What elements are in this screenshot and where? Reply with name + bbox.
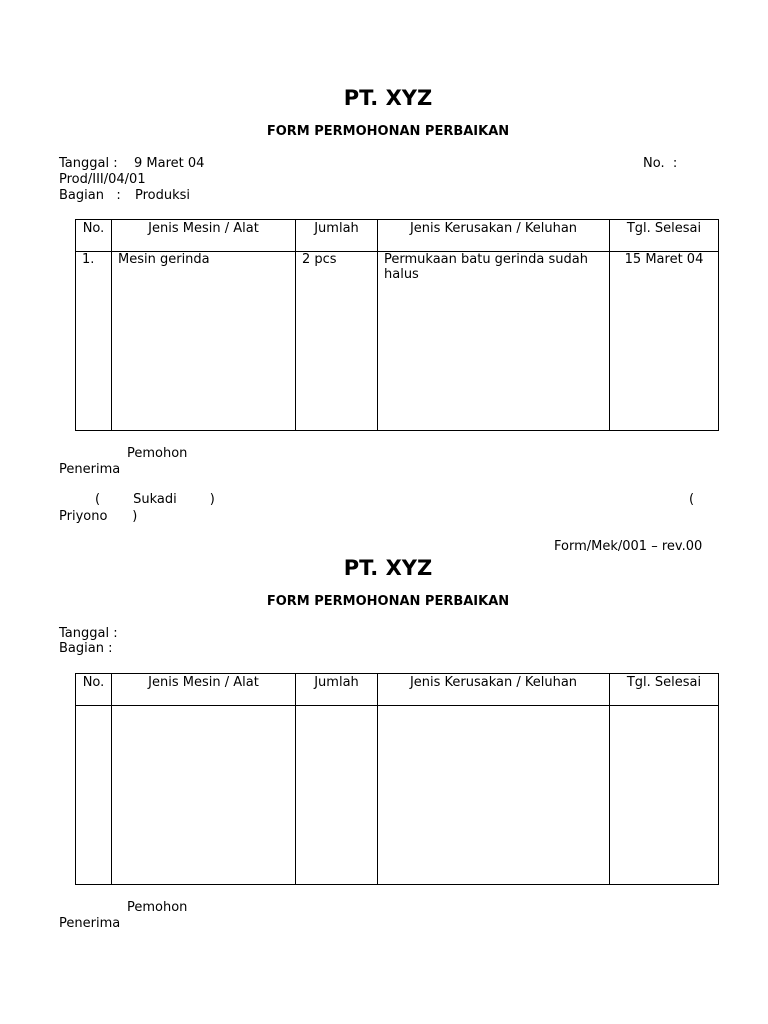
cell-tgl-selesai xyxy=(610,706,719,885)
col-header-kerusakan: Jenis Kerusakan / Keluhan xyxy=(378,220,610,252)
tanggal-label: Tanggal : xyxy=(59,156,118,171)
no-value: Prod/III/04/01 xyxy=(59,172,146,187)
form-code: Form/Mek/001 – rev.00 xyxy=(554,539,703,554)
col-header-mesin: Jenis Mesin / Alat xyxy=(112,674,296,706)
tanggal-label-2: Tanggal : xyxy=(59,626,118,641)
col-header-tgl-selesai: Tgl. Selesai xyxy=(610,220,719,252)
col-header-no: No. xyxy=(76,220,112,252)
no-label: No. : xyxy=(643,156,678,171)
cell-jumlah xyxy=(296,706,378,885)
cell-kerusakan xyxy=(378,706,610,885)
tanggal-value: 9 Maret 04 xyxy=(134,156,205,171)
penerima-label-2: Penerima xyxy=(59,916,121,931)
company-title-2: PT. XYZ xyxy=(343,556,433,580)
bagian-value: Produksi xyxy=(135,188,191,203)
cell-kerusakan: Permukaan batu gerinda sudah halus xyxy=(378,252,610,431)
col-header-mesin: Jenis Mesin / Alat xyxy=(112,220,296,252)
cell-tgl-selesai: 15 Maret 04 xyxy=(610,252,719,431)
table-header-row xyxy=(76,674,719,706)
penerima-label: Penerima xyxy=(59,462,121,477)
col-header-no: No. xyxy=(76,674,112,706)
form-title-2: FORM PERMOHONAN PERBAIKAN xyxy=(266,594,510,609)
company-title: PT. XYZ xyxy=(343,86,433,110)
form-title: FORM PERMOHONAN PERBAIKAN xyxy=(266,124,510,139)
cell-mesin xyxy=(112,706,296,885)
penerima-paren-open: ( xyxy=(689,492,695,507)
bagian-label-2: Bagian : xyxy=(59,641,113,656)
penerima-signature-name: Priyono ) xyxy=(59,509,138,524)
table-row xyxy=(76,252,719,431)
col-header-kerusakan: Jenis Kerusakan / Keluhan xyxy=(378,674,610,706)
cell-no xyxy=(76,706,112,885)
pemohon-signature-name: ( Sukadi ) xyxy=(95,492,215,507)
pemohon-label-2: Pemohon xyxy=(127,900,188,915)
col-header-tgl-selesai: Tgl. Selesai xyxy=(610,674,719,706)
cell-mesin: Mesin gerinda xyxy=(112,252,296,431)
table-header-row xyxy=(76,220,719,252)
repair-table-2 xyxy=(75,673,719,885)
table-row xyxy=(76,706,719,885)
cell-no: 1. xyxy=(76,252,112,431)
repair-table xyxy=(75,219,719,431)
pemohon-label: Pemohon xyxy=(127,446,188,461)
cell-jumlah: 2 pcs xyxy=(296,252,378,431)
col-header-jumlah: Jumlah xyxy=(296,674,378,706)
bagian-label: Bagian : xyxy=(59,188,121,203)
col-header-jumlah: Jumlah xyxy=(296,220,378,252)
